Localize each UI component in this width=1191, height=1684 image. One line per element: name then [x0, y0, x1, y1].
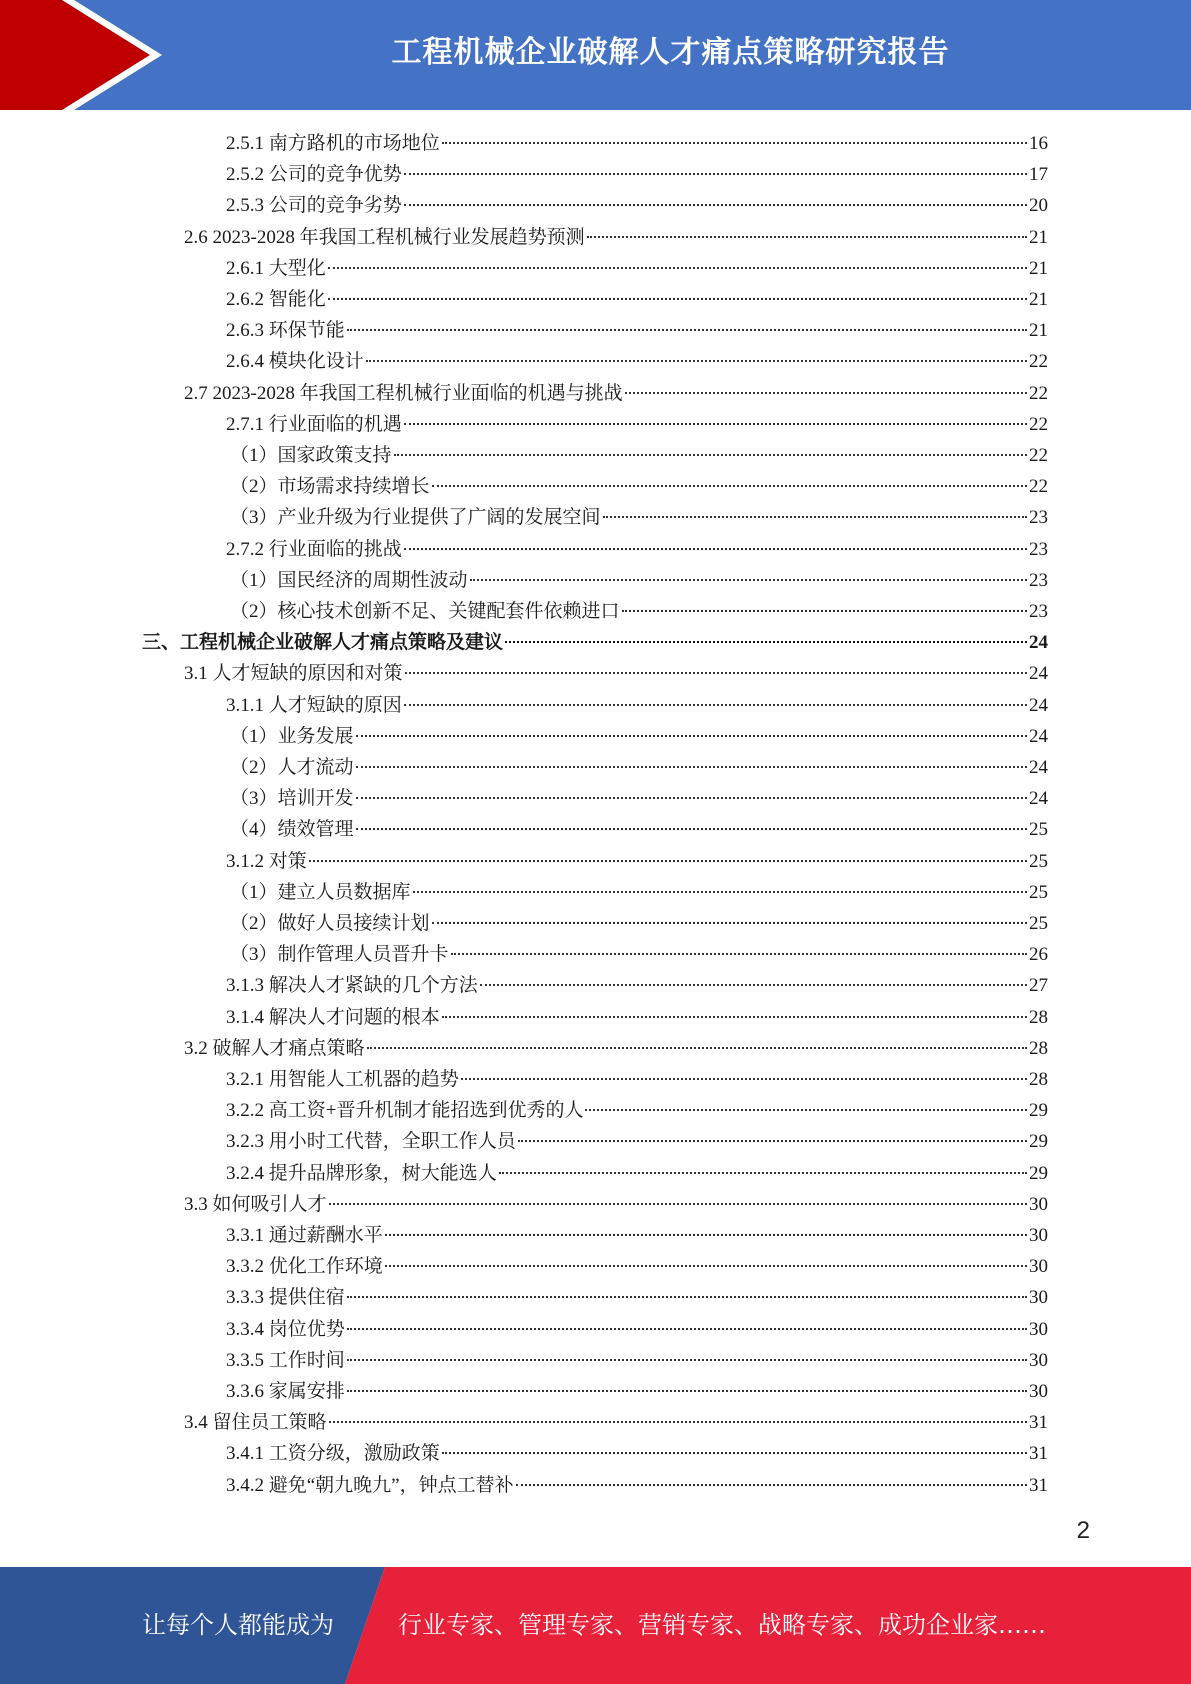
toc-dot-leader — [347, 1358, 1027, 1361]
toc-entry[interactable] — [226, 1345, 1048, 1376]
toc-entry-page: 22 — [1029, 351, 1048, 373]
toc-entry[interactable] — [226, 1220, 1048, 1251]
toc-entry-page: 30 — [1029, 1381, 1048, 1402]
toc-entry-title: （2）市场需求持续增长 — [230, 476, 430, 498]
toc-entry-title: （1）建立人员数据库 — [230, 881, 411, 903]
toc-entry[interactable] — [226, 1095, 1048, 1126]
toc-entry-page: 23 — [1029, 538, 1048, 560]
toc-entry[interactable] — [226, 346, 1048, 377]
toc-entry-title: （2）做好人员接续计划 — [230, 913, 430, 934]
toc-dot-leader — [385, 1264, 1027, 1267]
toc-dot-leader — [356, 827, 1027, 830]
toc-entry-title: 2.6.3 环保节能 — [226, 320, 345, 342]
toc-entry-title: （4）绩效管理 — [230, 819, 354, 841]
toc-entry-title: 2.7.2 行业面临的挑战 — [226, 538, 402, 560]
toc-entry-page: 30 — [1029, 1287, 1048, 1309]
toc-dot-leader — [329, 1202, 1027, 1205]
toc-entry-page: 24 — [1029, 694, 1048, 716]
toc-entry-title: （1）业务发展 — [230, 725, 354, 747]
toc-dot-leader — [328, 297, 1027, 300]
toc-dot-leader — [347, 1295, 1027, 1298]
toc-dot-leader — [394, 453, 1027, 456]
toc-entry-title: 三、工程机械企业破解人才痛点策略及建议 — [142, 632, 504, 654]
toc-entry-page: 23 — [1029, 601, 1048, 622]
toc-entry[interactable] — [230, 471, 1048, 502]
toc-entry-title: （3）培训开发 — [230, 788, 354, 810]
toc-dot-leader — [356, 796, 1027, 799]
toc-entry[interactable] — [226, 409, 1048, 440]
toc-entry-title: 3.4.2 避免“朝九晚九”，钟点工替补 — [226, 1474, 514, 1496]
toc-entry-page: 25 — [1029, 819, 1048, 841]
toc-dot-leader — [625, 391, 1027, 394]
toc-entry-title: 2.5.3 公司的竞争劣势 — [226, 195, 402, 217]
toc-entry-title: 3.3.6 家属安排 — [226, 1381, 345, 1402]
toc-entry-title: 3.1.2 对策 — [226, 850, 307, 872]
toc-dot-leader — [413, 890, 1027, 893]
toc-dot-leader — [328, 266, 1027, 269]
toc-entry-page: 21 — [1029, 257, 1048, 279]
toc-entry[interactable] — [184, 222, 1048, 253]
toc-entry-page: 22 — [1029, 413, 1048, 435]
toc-dot-leader — [442, 141, 1027, 144]
toc-entry-page: 22 — [1029, 382, 1048, 404]
toc-entry-title: 3.1.3 解决人才紧缺的几个方法 — [226, 975, 478, 997]
toc-entry-page: 24 — [1029, 788, 1048, 810]
toc-entry[interactable] — [226, 690, 1048, 721]
toc-entry-page: 21 — [1029, 289, 1048, 310]
toc-entry[interactable] — [184, 378, 1048, 409]
toc-dot-leader — [442, 1451, 1027, 1454]
toc-entry-page: 30 — [1029, 1256, 1048, 1278]
toc-entry-page: 30 — [1029, 1225, 1048, 1246]
toc-entry-page: 29 — [1029, 1100, 1048, 1122]
toc-entry-title: （1）国家政策支持 — [230, 445, 392, 466]
toc-entry[interactable] — [230, 721, 1048, 752]
toc-dot-leader — [518, 1139, 1027, 1142]
toc-entry-page: 24 — [1029, 663, 1048, 685]
toc-entry-page: 31 — [1029, 1474, 1048, 1496]
toc-entry[interactable] — [226, 284, 1048, 315]
toc-entry-title: 3.3.3 提供住宿 — [226, 1287, 345, 1309]
toc-entry-page: 26 — [1029, 944, 1048, 966]
toc-entry-page: 29 — [1029, 1162, 1048, 1184]
toc-entry-title: 3.2 破解人才痛点策略 — [184, 1037, 365, 1059]
toc-entry-page: 20 — [1029, 195, 1048, 217]
toc-entry[interactable] — [184, 1407, 1048, 1438]
toc-entry-title: 2.7 2023-2028 年我国工程机械行业面临的机遇与挑战 — [184, 382, 623, 404]
toc-entry[interactable] — [230, 877, 1048, 908]
toc-dot-leader — [329, 1420, 1027, 1423]
toc-entry[interactable] — [226, 1282, 1048, 1313]
toc-dot-leader — [356, 765, 1027, 768]
toc-dot-leader — [404, 172, 1027, 175]
toc-dot-leader — [461, 1077, 1027, 1080]
toc-entry-page: 31 — [1029, 1412, 1048, 1434]
toc-entry-page: 23 — [1029, 507, 1048, 529]
toc-entry-title: 2.5.1 南方路机的市场地位 — [226, 133, 440, 154]
toc-entry[interactable] — [226, 315, 1048, 346]
toc-dot-leader — [385, 1233, 1027, 1236]
toc-entry[interactable] — [226, 1438, 1048, 1469]
toc-entry-title: 3.1.4 解决人才问题的根本 — [226, 1006, 440, 1028]
toc-dot-leader — [505, 640, 1027, 643]
toc-entry-page: 24 — [1029, 632, 1048, 654]
toc-dot-leader — [432, 921, 1027, 924]
toc-entry-title: 3.3.5 工作时间 — [226, 1349, 345, 1371]
toc-entry-page: 28 — [1029, 1069, 1048, 1090]
toc-dot-leader — [367, 1046, 1027, 1049]
toc-entry-title: （2）人才流动 — [230, 757, 354, 778]
toc-entry-title: 2.5.2 公司的竞争优势 — [226, 164, 402, 186]
toc-entry[interactable] — [230, 939, 1048, 970]
toc-entry[interactable] — [226, 253, 1048, 284]
toc-dot-leader — [347, 328, 1027, 331]
toc-entry[interactable] — [230, 565, 1048, 596]
toc-entry-title: 3.2.2 高工资+晋升机制才能招选到优秀的人 — [226, 1100, 584, 1122]
toc-entry-page: 21 — [1029, 226, 1048, 248]
toc-entry-title: 3.3 如何吸引人才 — [184, 1193, 327, 1215]
toc-entry[interactable] — [226, 1002, 1048, 1033]
toc-dot-leader — [442, 1015, 1027, 1018]
toc-entry[interactable] — [230, 783, 1048, 814]
toc-entry-title: 2.6 2023-2028 年我国工程机械行业发展趋势预测 — [184, 226, 585, 248]
toc-dot-leader — [356, 734, 1027, 737]
toc-entry-title: 3.4.1 工资分级，激励政策 — [226, 1443, 440, 1465]
toc-entry-title: （2）核心技术创新不足、关键配套件依赖进口 — [230, 601, 620, 622]
footer-slogan-right: 行业专家、管理专家、营销专家、战略专家、成功企业家…… — [398, 1611, 1046, 1639]
toc-entry-page: 21 — [1029, 320, 1048, 342]
toc-entry[interactable] — [184, 1189, 1048, 1220]
toc-entry-title: 3.1 人才短缺的原因和对策 — [184, 663, 403, 685]
report-title: 工程机械企业破解人才痛点策略研究报告 — [391, 35, 950, 70]
toc-entry-title: 3.3.4 岗位优势 — [226, 1318, 345, 1340]
toc-entry-title: 3.1.1 人才短缺的原因 — [226, 694, 402, 716]
toc-entry-title: 2.6.2 智能化 — [226, 289, 326, 310]
toc-entry-page: 23 — [1029, 569, 1048, 591]
toc-entry-page: 30 — [1029, 1349, 1048, 1371]
toc-entry-page: 28 — [1029, 1037, 1048, 1059]
toc-dot-leader — [347, 1389, 1027, 1392]
toc-entry-page: 30 — [1029, 1318, 1048, 1340]
toc-entry[interactable] — [230, 908, 1048, 939]
footer-slogan-left: 让每个人都能成为 — [142, 1611, 334, 1639]
page-footer — [0, 1567, 1191, 1684]
toc-dot-leader — [499, 1171, 1027, 1174]
toc-dot-leader — [470, 578, 1027, 581]
toc-entry-title: 3.3.2 优化工作环境 — [226, 1256, 383, 1278]
toc-dot-leader — [404, 547, 1027, 550]
toc-entry[interactable] — [226, 1470, 1048, 1501]
toc-entry-page: 25 — [1029, 913, 1048, 934]
toc-entry-page: 17 — [1029, 164, 1048, 186]
toc-dot-leader — [587, 235, 1027, 238]
toc-dot-leader — [603, 515, 1027, 518]
toc-dot-leader — [451, 952, 1027, 955]
toc-entry-title: 2.6.4 模块化设计 — [226, 351, 364, 373]
toc-entry-page: 29 — [1029, 1131, 1048, 1153]
toc-dot-leader — [347, 1327, 1027, 1330]
toc-dot-leader — [404, 203, 1027, 206]
toc-entry-page: 25 — [1029, 881, 1048, 903]
toc-entry[interactable] — [226, 1251, 1048, 1282]
toc-entry-title: 3.4 留住员工策略 — [184, 1412, 327, 1434]
toc-entry[interactable] — [226, 846, 1048, 877]
toc-dot-leader — [404, 703, 1027, 706]
toc-entry-page: 16 — [1029, 133, 1048, 154]
toc-dot-leader — [309, 859, 1027, 862]
page-header — [0, 0, 1191, 110]
toc-entry[interactable] — [230, 814, 1048, 845]
toc-entry-title: 3.2.3 用小时工代替，全职工作人员 — [226, 1131, 516, 1153]
toc-entry[interactable] — [230, 440, 1048, 471]
toc-dot-leader — [432, 484, 1027, 487]
toc-entry[interactable] — [226, 1064, 1048, 1095]
toc-entry[interactable] — [230, 752, 1048, 783]
toc-entry[interactable] — [226, 1158, 1048, 1189]
toc-dot-leader — [480, 983, 1027, 986]
toc-entry-page: 22 — [1029, 476, 1048, 498]
toc-entry-page: 27 — [1029, 975, 1048, 997]
toc-entry-title: （3）产业升级为行业提供了广阔的发展空间 — [230, 507, 601, 529]
toc-dot-leader — [404, 422, 1027, 425]
toc-dot-leader — [622, 609, 1027, 612]
page-number: 2 — [1076, 1517, 1090, 1544]
toc-entry-title: （3）制作管理人员晋升卡 — [230, 944, 449, 966]
toc-entry[interactable] — [226, 1376, 1048, 1407]
toc-entry-page: 24 — [1029, 725, 1048, 747]
toc-entry-page: 25 — [1029, 850, 1048, 872]
toc-entry[interactable] — [226, 190, 1048, 221]
toc-entry[interactable] — [226, 1314, 1048, 1345]
toc-entry-title: 3.2.4 提升品牌形象，树大能选人 — [226, 1162, 497, 1184]
toc-entry-title: （1）国民经济的周期性波动 — [230, 569, 468, 591]
toc-entry[interactable] — [226, 534, 1048, 565]
toc-entry[interactable] — [184, 1033, 1048, 1064]
toc-entry[interactable] — [226, 128, 1048, 159]
toc-entry-title: 3.3.1 通过薪酬水平 — [226, 1225, 383, 1246]
toc-entry[interactable] — [226, 970, 1048, 1001]
toc-entry[interactable] — [142, 627, 1048, 658]
toc-dot-leader — [405, 671, 1027, 674]
toc-dot-leader — [585, 1108, 1027, 1111]
toc-entry-page: 28 — [1029, 1006, 1048, 1028]
toc-entry-title: 2.7.1 行业面临的机遇 — [226, 413, 402, 435]
toc-dot-leader — [516, 1483, 1027, 1486]
toc-entry-page: 22 — [1029, 445, 1048, 466]
toc-entry-title: 3.2.1 用智能人工机器的趋势 — [226, 1069, 459, 1090]
toc-entry[interactable] — [230, 502, 1048, 533]
toc-entry-page: 24 — [1029, 757, 1048, 778]
toc-entry[interactable] — [184, 658, 1048, 689]
toc-entry[interactable] — [226, 1126, 1048, 1157]
toc-entry[interactable] — [230, 596, 1048, 627]
toc-entry-page: 31 — [1029, 1443, 1048, 1465]
toc-dot-leader — [366, 359, 1027, 362]
toc-entry[interactable] — [226, 159, 1048, 190]
toc-entry-title: 2.6.1 大型化 — [226, 257, 326, 279]
toc-entry-page: 30 — [1029, 1193, 1048, 1215]
